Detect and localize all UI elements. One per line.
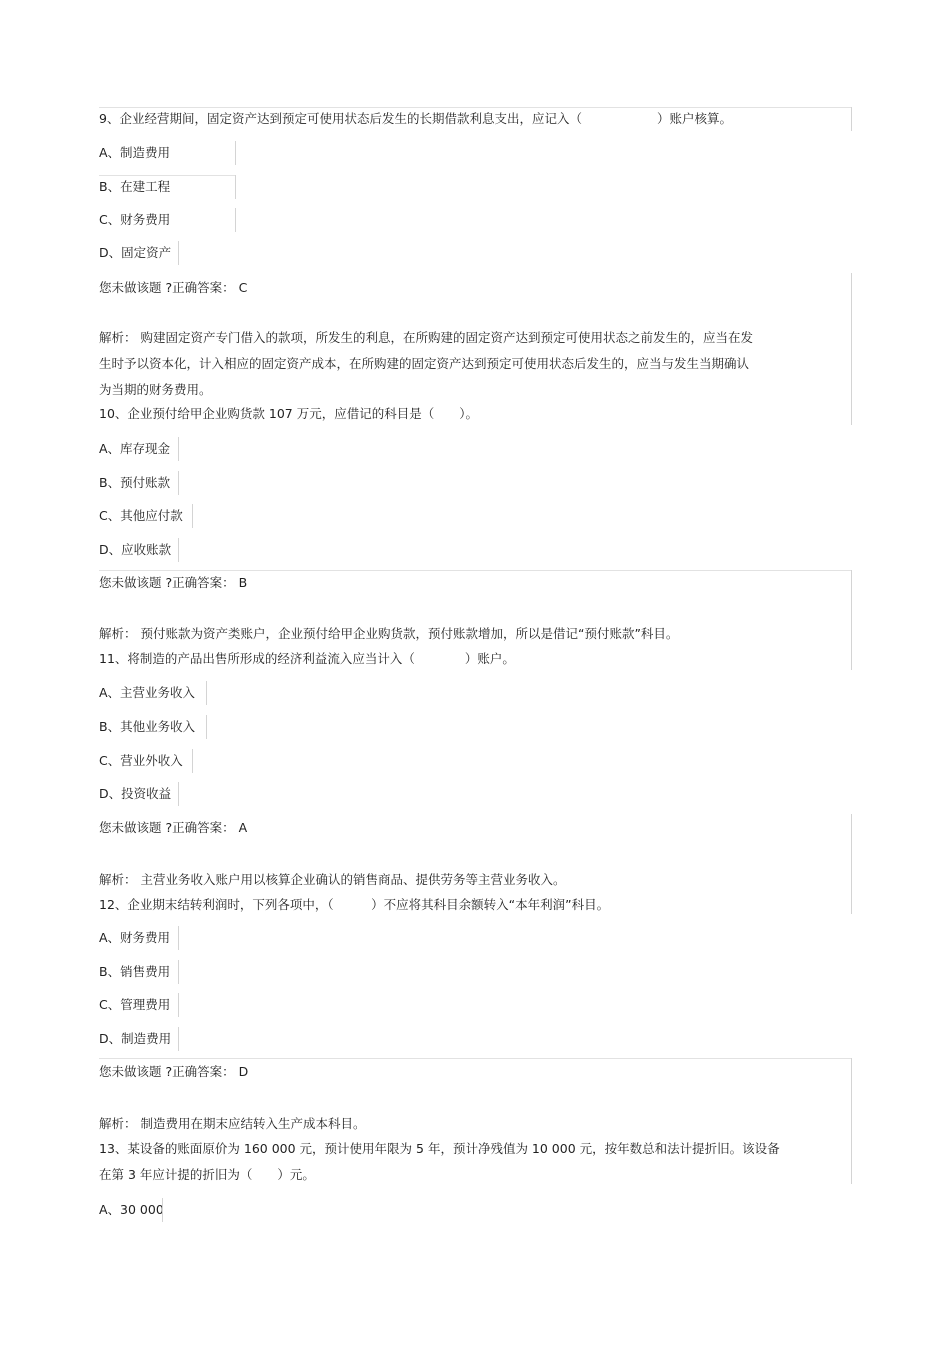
border-line xyxy=(178,437,179,461)
question-9-option-b[interactable]: B、在建工程 xyxy=(99,179,171,194)
question-11-answer: 您未做该题 ?正确答案： A xyxy=(99,820,248,835)
question-12-option-b[interactable]: B、销售费用 xyxy=(99,964,171,979)
question-9-analysis-line-3: 为当期的财务费用。 xyxy=(99,382,212,397)
question-11-option-d[interactable]: D、投资收益 xyxy=(99,786,172,801)
question-10-analysis: 解析： 预付账款为资产类账户，企业预付给甲企业购货款，预付账款增加，所以是借记“预付账款”科目。 xyxy=(99,626,679,641)
border-line xyxy=(851,107,852,131)
border-line xyxy=(162,1198,163,1222)
question-9-option-a[interactable]: A、制造费用 xyxy=(99,145,171,160)
border-line xyxy=(99,570,851,571)
border-line xyxy=(178,926,179,950)
border-line xyxy=(235,175,236,199)
border-line xyxy=(178,241,179,265)
question-12-option-d[interactable]: D、制造费用 xyxy=(99,1031,172,1046)
border-line xyxy=(851,814,852,914)
border-line xyxy=(178,960,179,984)
border-line xyxy=(99,107,851,108)
border-line xyxy=(178,1027,179,1051)
question-12-answer: 您未做该题 ?正确答案： D xyxy=(99,1064,249,1079)
question-12-stem: 12、企业期末结转利润时，下列各项中，（ ）不应将其科目余额转入“本年利润”科目。 xyxy=(99,897,610,912)
question-13-option-a[interactable]: A、30 000 xyxy=(99,1202,164,1217)
question-13-stem-line-1: 13、某设备的账面原价为 160 000 元，预计使用年限为 5 年，预计净残值为 10 000 元，按年数总和法计提折旧。该设备 xyxy=(99,1141,780,1156)
question-9-stem: 9、企业经营期间，固定资产达到预定可使用状态后发生的长期借款利息支出，应记入（ ）账户核算。 xyxy=(99,111,732,126)
question-10-answer: 您未做该题 ?正确答案： B xyxy=(99,575,248,590)
border-line xyxy=(206,681,207,705)
border-line xyxy=(206,715,207,739)
question-13-stem-line-2: 在第 3 年应计提的折旧为（ ）元。 xyxy=(99,1167,315,1182)
question-12-analysis: 解析： 制造费用在期末应结转入生产成本科目。 xyxy=(99,1116,366,1131)
question-10-stem: 10、企业预付给甲企业购货款 107 万元，应借记的科目是（ ）。 xyxy=(99,406,478,421)
question-11-option-c[interactable]: C、营业外收入 xyxy=(99,753,183,768)
border-line xyxy=(99,1058,851,1059)
question-11-option-b[interactable]: B、其他业务收入 xyxy=(99,719,196,734)
border-line xyxy=(178,471,179,495)
question-12-option-c[interactable]: C、管理费用 xyxy=(99,997,171,1012)
question-10-option-c[interactable]: C、其他应付款 xyxy=(99,508,183,523)
question-9-option-c[interactable]: C、财务费用 xyxy=(99,212,171,227)
question-9-analysis-line-1: 解析： 购建固定资产专门借入的款项，所发生的利息，在所购建的固定资产达到预定可使用状态之前发生的，应当在发 xyxy=(99,330,753,345)
border-line xyxy=(178,782,179,806)
border-line xyxy=(235,208,236,232)
question-9-answer: 您未做该题 ?正确答案： C xyxy=(99,280,248,295)
border-line xyxy=(851,570,852,670)
question-12-option-a[interactable]: A、财务费用 xyxy=(99,930,171,945)
border-line xyxy=(851,273,852,425)
border-line xyxy=(178,538,179,562)
question-9-option-d[interactable]: D、固定资产 xyxy=(99,245,172,260)
border-line xyxy=(99,175,235,176)
question-11-option-a[interactable]: A、主营业务收入 xyxy=(99,685,196,700)
question-10-option-d[interactable]: D、应收账款 xyxy=(99,542,172,557)
question-11-analysis: 解析： 主营业务收入账户用以核算企业确认的销售商品、提供劳务等主营业务收入。 xyxy=(99,872,566,887)
border-line xyxy=(235,141,236,165)
question-10-option-b[interactable]: B、预付账款 xyxy=(99,475,171,490)
border-line xyxy=(178,993,179,1017)
border-line xyxy=(192,504,193,528)
border-line xyxy=(192,749,193,773)
question-11-stem: 11、将制造的产品出售所形成的经济利益流入应当计入（ ）账户。 xyxy=(99,651,515,666)
question-10-option-a[interactable]: A、库存现金 xyxy=(99,441,171,456)
question-9-analysis-line-2: 生时予以资本化，计入相应的固定资产成本，在所购建的固定资产达到预定可使用状态后发生的，应当与发生当期确认 xyxy=(99,356,750,371)
border-line xyxy=(851,1058,852,1184)
